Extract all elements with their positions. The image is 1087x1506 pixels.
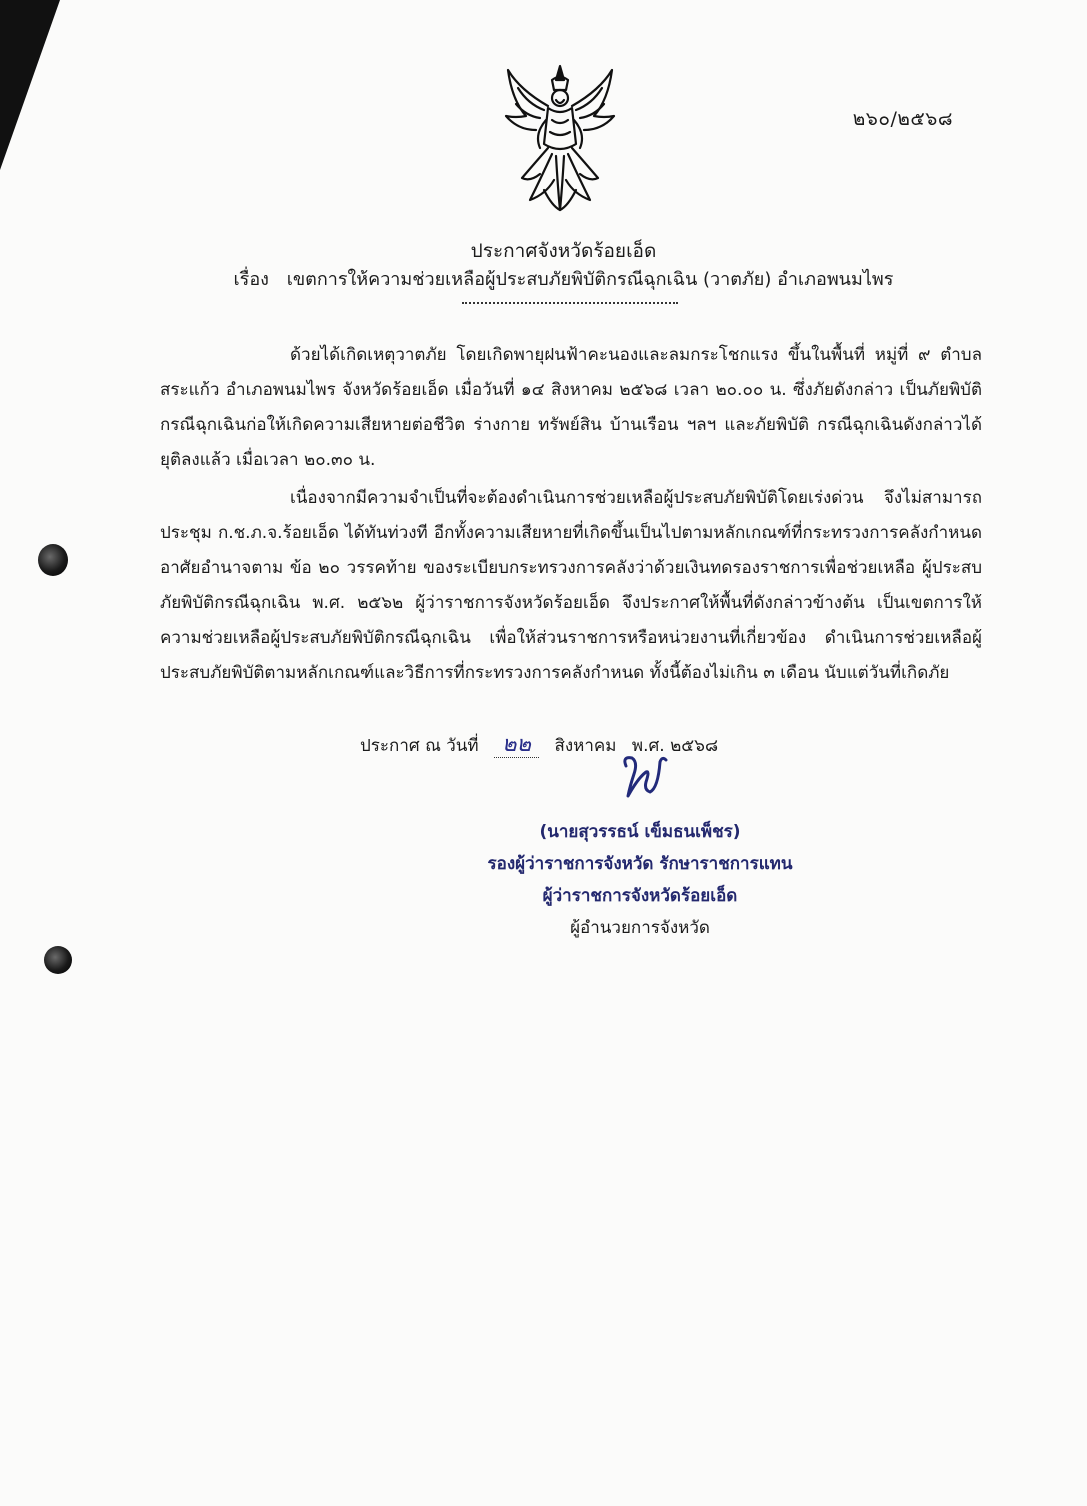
signatory-position: ผู้ว่าราชการจังหวัดร้อยเอ็ด (542, 886, 738, 906)
garuda-emblem-icon (500, 60, 620, 220)
paragraph-incident: ด้วยได้เกิดเหตุวาตภัย โดยเกิดพายุฝนฟ้าคะนองและลมกระโชกแรง ขึ้นในพื้นที่ หมู่ที่ ๙ ตำบลสระแก้ว อำเภอพนมไพร จังหวัดร้อยเอ็ด เมื่อวันที่ ๑๔ สิงหาคม ๒๕๖๘ เวลา ๒๐.๐๐ น. ซึ่งภัยดังกล่าว เป็นภัยพิบัติกรณีฉุกเฉินก่อให้เกิดความเสียหายต่อชีวิต ร่างกาย ทรัพย์สิน บ้านเรือน ฯลฯ และภัยพิบัติ กรณีฉุกเฉินดังกล่าวได้ยุติลงแล้ว เมื่อเวลา ๒๐.๓๐ น. (160, 345, 982, 470)
signatory-position: รองผู้ว่าราชการจังหวัด รักษาราชการแทน (487, 854, 793, 874)
handwritten-signature-icon (616, 752, 672, 802)
signatory-name: (นายสุวรรธน์ เข็มธนเพ็ชร) (539, 822, 741, 842)
punch-hole (38, 544, 68, 576)
document-number: ๒๖๐/๒๕๖๘ (852, 108, 953, 130)
scan-corner-shadow (0, 0, 60, 170)
announcement-date (360, 726, 728, 761)
subject-text: เขตการให้ความช่วยเหลือผู้ประสบภัยพิบัติกรณีฉุกเฉิน (วาตภัย) อำเภอพนมไพร (286, 269, 894, 290)
announcement-title: ประกาศจังหวัดร้อยเอ็ด (470, 240, 657, 262)
subject-label: เรื่อง (233, 269, 269, 290)
punch-hole (44, 946, 72, 974)
date-month: สิงหาคม (554, 736, 617, 756)
subject-line (0, 264, 1087, 293)
dotted-divider (462, 302, 678, 304)
date-prefix: ประกาศ ณ วันที่ (360, 736, 479, 756)
signatory-position: ผู้อำนวยการจังหวัด (570, 918, 710, 938)
date-day-handwritten: ๒๒ (494, 732, 539, 758)
date-year: พ.ศ. ๒๕๖๘ (631, 736, 719, 756)
paragraph-declaration: เนื่องจากมีความจำเป็นที่จะต้องดำเนินการช่วยเหลือผู้ประสบภัยพิบัติโดยเร่งด่วน จึงไม่สามารถ ประชุม ก.ช.ภ.จ.ร้อยเอ็ด ได้ทันท่วงที อีกทั้งความเสียหายที่เกิดขึ้นเป็นไปตามหลักเกณฑ์ที่กระทรวงการคลังกำหนด อาศัยอำนาจตาม ข้อ ๒๐ วรรคท้าย ของระเบียบกระทรวงการคลังว่าด้วยเงินทดรองราชการเพื่อช่วยเหลือ ผู้ประสบภัยพิบัติกรณีฉุกเฉิน พ.ศ. ๒๕๖๒ ผู้ว่าราชการจังหวัดร้อยเอ็ด จึงประกาศให้พื้นที่ดังกล่าวข้างต้น เป็นเขตการให้ความช่วยเหลือผู้ประสบภัยพิบัติกรณีฉุกเฉิน เพื่อให้ส่วนราชการหรือหน่วยงานที่เกี่ยวข้อง ดำเนินการช่วยเหลือผู้ประสบภัยพิบัติตามหลักเกณฑ์และวิธีการที่กระทรวงการคลังกำหนด ทั้งนี้ต้องไม่เกิน ๓ เดือน นับแต่วันที่เกิดภัย (160, 488, 982, 683)
